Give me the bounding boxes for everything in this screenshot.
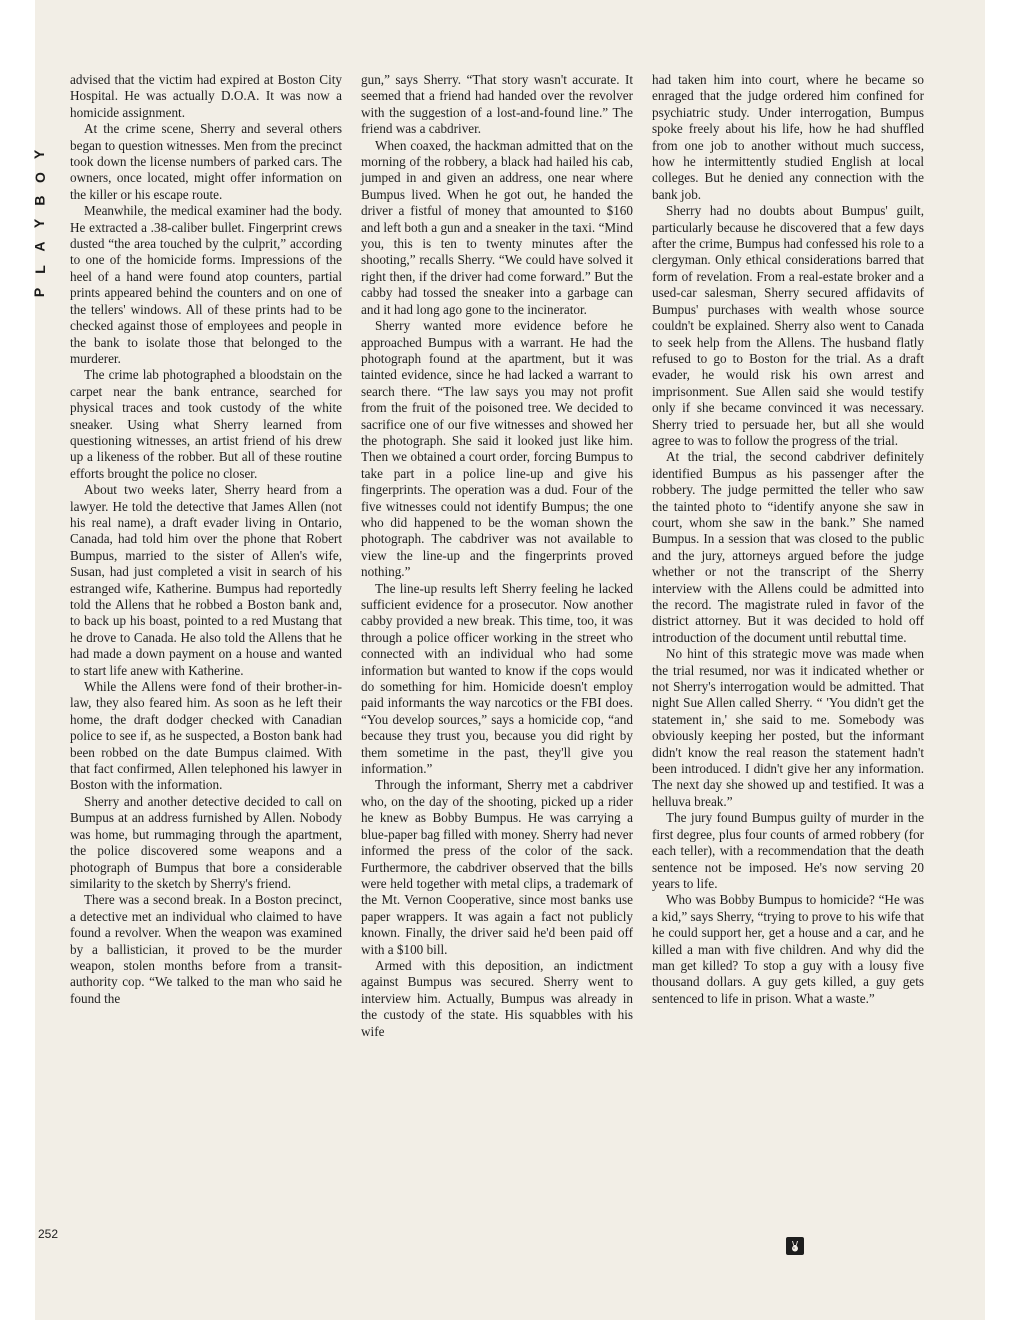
paragraph: Sherry wanted more evidence before he approached Bumpus with a warrant. He had the photograph found at the apartment, but it was tainted evidence, since he had lacked a warrant to search there. “The law says you may not profit from the fruit of the poisoned tree. We decided to sacrifice one of our five witnesses and showed her the photograph. She said it looked just like him. Then we obtained a court order, forcing Bumpus to take part in a police line-up and give his fingerprints. The operation was a dud. Four of the five witnesses could not identify Bumpus; the one who did happened to be the woman shown the photograph. The cabdriver was not available to view the line-up and the fingerprints proved nothing.”: [361, 318, 633, 580]
spine-letter: P: [31, 287, 48, 298]
paragraph: Who was Bobby Bumpus to homicide? “He was a kid,” says Sherry, “trying to prove to his wife that he could support her, get a house and a car, and he killed a man with five children. And why did the man get killed? To stop a guy with a lousy five thousand dollars. A guy gets killed, a guy gets sentenced to life in prison. What a waste.”: [652, 892, 924, 1006]
paragraph: When coaxed, the hackman admitted that on the morning of the robbery, a black had hailed his cab, jumped in and given an address, one near where Bumpus lived. When he got out, he handed the driver a fistful of money that amounted to $160 and left both a gun and a sneaker in the taxi. “Mind you, this is ten to twenty minutes after the shooting,” recalls Sherry. “We could have solved it right then, if the driver had come forward.” But the cabby had tossed the sneaker into a garbage can and it had long ago gone to the incinerator.: [361, 137, 633, 317]
spine-letter: L: [31, 265, 48, 274]
paragraph: gun,” says Sherry. “That story wasn't accurate. It seemed that a friend had handed over the revolver with the suggestion of a lost-and-found line.” The friend was a cabdriver.: [361, 72, 633, 137]
paragraph: advised that the victim had expired at Boston City Hospital. He was actually D.O.A. It was now a homicide assignment.: [70, 72, 342, 120]
text-column-1: [70, 72, 342, 1007]
paragraph: At the trial, the second cabdriver definitely identified Bumpus as his passenger after the robbery. The judge permitted the teller who saw the tainted photo to “identify anyone she saw in court, whom she saw in the bank.” She named Bumpus. In a session that was closed to the public and the jury, attorneys argued before the judge whether or not the transcript of the Sherry interview with the Allens could be admitted into the record. The magistrate ruled in favor of the district attorney. But it was decided to hold off introduction of the document until rebuttal time.: [652, 449, 924, 645]
spine-letter: A: [31, 241, 48, 252]
paragraph: There was a second break. In a Boston precinct, a detective met an individual who claimed to have found a revolver. When the weapon was examined by a ballistician, it proved to be the murder weapon, stolen months before from a transit-authority cop. “We talked to the man who said he found the: [70, 892, 342, 1006]
spine-letter: O: [31, 172, 48, 183]
page-number: 252: [38, 1227, 59, 1241]
paragraph: The jury found Bumpus guilty of murder in the first degree, plus four counts of armed robbery (for each teller), with a recommendation that the death sentence not be imposed. He's now serving 20 years to life.: [652, 810, 924, 891]
paragraph: Sherry had no doubts about Bumpus' guilt, particularly because he discovered that a few days after the crime, Bumpus had confessed his role to a clergyman. Only ethical considerations barred that form of revelation. From a real-estate broker and a used-car salesman, Sherry secured affidavits of Bumpus' purchases with wealth whose source couldn't be explained. Sherry also went to Canada to seek help from the Allens. The husband flatly refused to go to Boston for the trial. As a draft evader, he would risk his own arrest and imprisonment. Sue Allen said she would testify only if she became convinced it was necessary. Sherry tried to persuade her, but all she would agree to was to follow the progress of the trial.: [652, 203, 924, 448]
paragraph: While the Allens were fond of their brother-in-law, they also feared him. As soon as he left their home, the draft dodger checked with Canadian police to see if, as he suspected, a Boston bank had been robbed on the date Bumpus claimed. With that fact confirmed, Allen telephoned his lawyer in Boston with the information.: [70, 679, 342, 793]
paragraph: About two weeks later, Sherry heard from a lawyer. He told the detective that James Allen (not his real name), a draft evader living in Ontario, Canada, had told him over the phone that Robert Bumpus, married to the sister of Allen's wife, Susan, had just completed a visit in search of his estranged wife, Katherine. Bumpus had reportedly told the Allens that he robbed a Boston bank and, to back up his boast, pointed to a red Mustang that he drove to Canada. He also told the Allens that he had made a down payment on a house and wanted to start life anew with Katherine.: [70, 482, 342, 678]
paragraph: Through the informant, Sherry met a cabdriver who, on the day of the shooting, picked up a rider he knew as Bobby Bumpus. He was carrying a blue-paper bag filled with money. Sherry had never informed the press of the color of the sack. Furthermore, the cabdriver observed that the bills were held together with metal clips, a trademark of the Mt. Vernon Cooperative, since most banks use paper wrappers. It was again a fact not publicly known. Finally, the driver said he'd been paid off with a $100 bill.: [361, 777, 633, 957]
rabbit-head-icon: [786, 1237, 804, 1255]
paragraph: At the crime scene, Sherry and several others began to question witnesses. Men from the precinct took down the license numbers of parked cars. The owners, once located, might offer information on the killer or his escape route.: [70, 121, 342, 202]
spine-masthead: [28, 74, 52, 304]
spine-letter: Y: [31, 218, 48, 229]
paragraph: No hint of this strategic move was made when the trial resumed, nor was it indicated whether or not Sherry's interrogation would be admitted. That night Sue Allen called Sherry. “ 'You didn't get the statement in,' she said to me. Somebody was obviously keeping her posted, but the informant didn't know the real reason the statement hadn't been introduced. I didn't give her any information. The next day she showed up and testified. It was a helluva break.”: [652, 646, 924, 809]
spine-letter: Y: [31, 149, 48, 160]
text-column-3: [652, 72, 924, 1007]
paragraph: Armed with this deposition, an indictment against Bumpus was secured. Sherry went to interview him. Actually, Bumpus was already in the custody of the state. His squabbles with his wife: [361, 957, 633, 1039]
paragraph: The crime lab photographed a bloodstain on the carpet near the bank entrance, searched for physical traces and took custody of the white sneaker. Using what Sherry learned from questioning witnesses, an artist friend of his drew up a likeness of the robber. But all of these routine efforts brought the police no closer.: [70, 367, 342, 481]
paragraph: Sherry and another detective decided to call on Bumpus at an address furnished by Allen. Nobody was home, but rummaging through the apartment, the police discovered some weapons and a photograph of Bumpus that bore a considerable similarity to the sketch by Sherry's friend.: [70, 793, 342, 891]
paragraph: Meanwhile, the medical examiner had the body. He extracted a .38-caliber bullet. Fingerprint crews dusted “the area touched by the culprit,” according to one of the homicide forms. Impressions of the heel of a hand were found atop counters, partial prints appeared behind the counters and on one of the tellers' windows. All of these prints had to be checked against those of employees and people in the bank to isolate those that belonged to the murderer.: [70, 203, 342, 366]
paragraph: had taken him into court, where he became so enraged that the judge ordered him confined for psychiatric study. Under interrogation, Bumpus spoke freely about his life, how he had shuffled from one job to another without much success, how he intermittently studied English at local colleges. But he denied any connection with the bank job.: [652, 72, 924, 202]
paragraph: The line-up results left Sherry feeling he lacked sufficient evidence for a prosecutor. Now another cabby provided a new break. This time, too, it was through a police officer working in the street who connected with an individual who had some information but wanted to know if the cops would do something for him. Homicide doesn't employ paid informants the way narcotics or the FBI does. “You develop sources,” says a homicide cop, “and because they trust you, because you did right by them sometime in the past, they'll give you information.”: [361, 580, 633, 777]
text-column-2: [361, 72, 633, 1040]
spine-letter: B: [31, 195, 48, 206]
